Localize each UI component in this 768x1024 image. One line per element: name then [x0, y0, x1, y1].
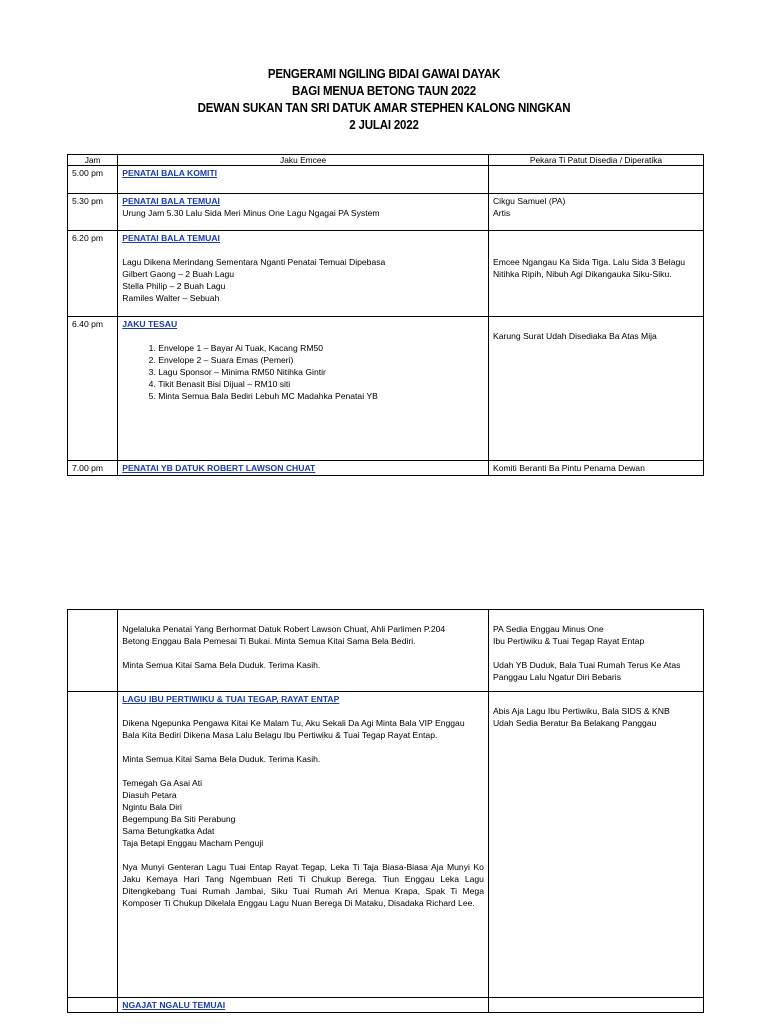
verse-line: Taja Betapi Enggau Macham Penguji [122, 838, 264, 848]
row-time: 6.20 pm [72, 233, 104, 243]
row-note: Udah YB Duduk, Bala Tuai Rumah Terus Ke Atas [492, 660, 681, 670]
verse-line: Sama Betungkatka Adat [122, 826, 215, 836]
table-row [68, 610, 704, 692]
title-line-4: 2 JULAI 2022 [349, 118, 419, 132]
row-heading: PENATAI BALA TEMUAI [122, 196, 220, 206]
list-item: 2. Envelope 2 – Suara Emas (Pemeri) [158, 354, 484, 366]
table-row [68, 166, 704, 194]
row-text: Urung Jam 5.30 Lalu Sida Meri Minus One Lagu Ngagai PA System [122, 208, 380, 218]
title-line-2: BAGI MENUA BETONG TAUN 2022 [292, 84, 476, 98]
row-text: Minta Semua Kitai Sama Bela Duduk. Terima Kasih. [122, 660, 321, 670]
verse-line: Temegah Ga Asai Ati [122, 778, 203, 788]
row-text: Bala Kita Bediri Dikena Masa Lalu Belagu Ibu Pertiwiku & Tuai Tegap Rayat Entap. [122, 730, 438, 740]
row-time: 7.00 pm [72, 463, 104, 473]
row-text: Betong Enggau Bala Pemesai Ti Bukai. Minta Semua Kitai Sama Bela Bediri. [122, 636, 416, 646]
list-item: 5. Minta Semua Bala Bediri Lebuh MC Madahka Penatai YB [158, 390, 484, 402]
list-item: 4. Tikit Benasit Bisi Dijual – RM10 siti [158, 378, 484, 390]
row-heading: PENATAI BALA TEMUAI [122, 233, 220, 243]
list-item: 3. Lagu Sponsor – Minima RM50 Nitihka Gintir [158, 366, 484, 378]
table-row [68, 692, 704, 998]
column-header-emcee: Jaku Emcee [118, 155, 489, 166]
schedule-table-1 [67, 154, 704, 476]
row-note: Udah Sedia Beratur Ba Belakang Panggau [492, 718, 657, 728]
list-item: 1. Envelope 1 – Bayar Ai Tuak, Kacang RM50 [158, 342, 484, 354]
column-header-time: Jam [68, 155, 118, 166]
row-paragraph: Nya Munyi Genteran Lagu Tuai Entap Rayat Tegap, Leka Ti Taja Biasa-Biasa Aja Munyi Ko Jaku Kemaya Hari Tang Ngembuan Reti Ti Chukup Berega. Tiun Enggau Leka Lagu Ditengkebang Tuai Rumah Jambai, Siku Tuai Rumah Ari Menua Krapa, Spak Ti Mega Komposer Ti Chukup Dikelala Enggau Lagu Nuan Berega Di Mataku, Disadaka Richard Lee. [122, 862, 484, 908]
document-title [31, 66, 738, 134]
table-row [68, 317, 704, 461]
envelope-list [122, 342, 484, 402]
row-note: Panggau Lalu Ngatur Diri Bebaris [492, 672, 621, 682]
row-time: 6.40 pm [72, 319, 104, 329]
table-row [68, 231, 704, 317]
schedule-table-2 [67, 609, 704, 1013]
title-line-3: DEWAN SUKAN TAN SRI DATUK AMAR STEPHEN KALONG NINGKAN [197, 101, 571, 115]
row-heading: PENATAI BALA KOMITI [122, 168, 218, 178]
row-note: Ibu Pertiwiku & Tuai Tegap Rayat Entap [492, 636, 645, 646]
row-note: Artis [492, 208, 511, 218]
row-text: Stella Philip – 2 Buah Lagu [122, 281, 226, 291]
row-heading: LAGU IBU PERTIWIKU & TUAI TEGAP, RAYAT ENTAP [122, 694, 340, 704]
table-row [68, 194, 704, 231]
row-note: PA Sedia Enggau Minus One [492, 624, 604, 634]
row-text: Ngelaluka Penatai Yang Berhormat Datuk Robert Lawson Chuat, Ahli Parlimen P.204 [122, 624, 446, 634]
row-note: Karung Surat Udah Disediaka Ba Atas Mija [492, 331, 657, 341]
row-heading: JAKU TESAU [122, 319, 178, 329]
row-time: 5.30 pm [72, 196, 104, 206]
column-header-notes: Pekara Ti Patut Disedia / Diperatika [488, 155, 703, 166]
row-note: Abis Aja Lagu Ibu Pertiwiku, Bala SIDS & KNB [492, 706, 670, 716]
row-text: Dikena Ngepunka Pengawa Kitai Ke Malam Tu, Aku Sekali Da Agi Minta Bala VIP Enggau [122, 718, 465, 728]
row-note: Emcee Ngangau Ka Sida Tiga. Lalu Sida 3 Belagu [492, 257, 686, 267]
row-text: Minta Semua Kitai Sama Bela Duduk. Terima Kasih. [122, 754, 321, 764]
title-line-1: PENGERAMI NGILING BIDAI GAWAI DAYAK [267, 67, 501, 81]
row-note: Nitihka Ripih, Nibuh Agi Dikangauka Siku-Siku. [492, 269, 672, 279]
verse-line: Ngintu Bala Diri [122, 802, 182, 812]
row-text: Lagu Dikena Merindang Sementara Nganti Penatai Temuai Dipebasa [122, 257, 386, 267]
table-row [68, 461, 704, 476]
row-heading: PENATAI YB DATUK ROBERT LAWSON CHUAT [122, 463, 316, 473]
row-time: 5.00 pm [72, 168, 104, 178]
table-row [68, 998, 704, 1013]
verse-line: Diasuh Petara [122, 790, 177, 800]
row-text: Gilbert Gaong – 2 Buah Lagu [122, 269, 235, 279]
row-text: Ramiles Walter – Sebuah [122, 293, 220, 303]
row-heading: NGAJAT NGALU TEMUAI [122, 1000, 226, 1010]
row-note: Komiti Beranti Ba Pintu Penama Dewan [492, 463, 645, 473]
table-header-row [68, 155, 704, 166]
verse-line: Begempung Ba Siti Perabung [122, 814, 236, 824]
row-note: Cikgu Samuel (PA) [492, 196, 566, 206]
